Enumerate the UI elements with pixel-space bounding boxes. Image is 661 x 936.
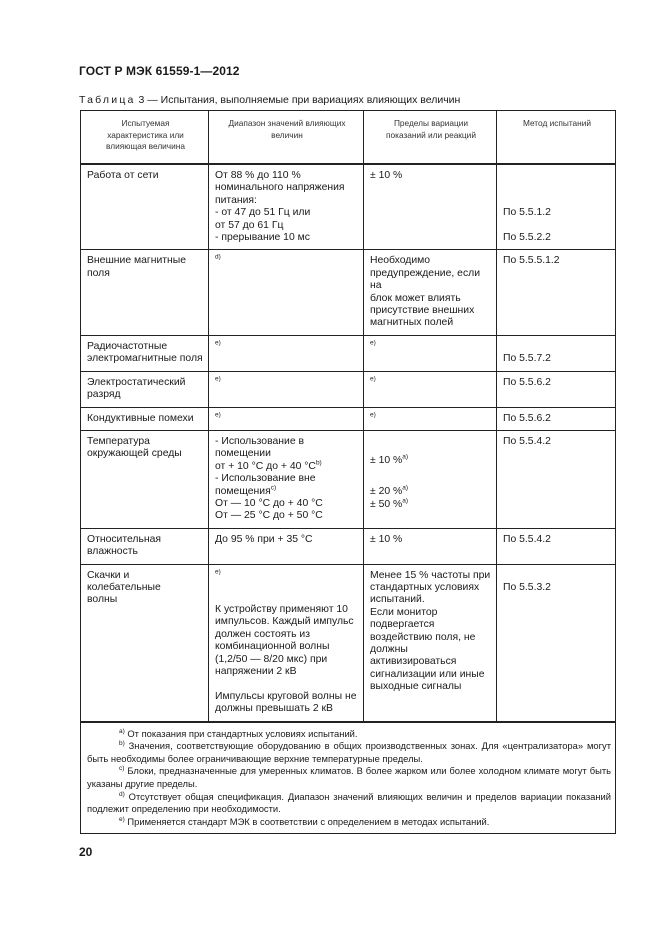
- cell-limits: ± 10 %: [364, 164, 497, 250]
- footnote-ref: a): [402, 453, 409, 461]
- footnote-text: Отсутствует общая спецификация. Диапазон значений влияющих величин и пределов вариации показаний подлежит определению при необходимости.: [87, 790, 611, 815]
- footnote-text: Блоки, предназначенные для умеренных климатов. В более жарком или более холодном климате могут быть указаны другие пределы.: [87, 765, 611, 789]
- table-caption-text: — Испытания, выполняемые при вариациях влияющих величин: [144, 94, 461, 106]
- cell-characteristic: Скачки и колебательные волны: [81, 564, 209, 722]
- cell-limits: ± 10 %: [364, 528, 497, 564]
- table-row: [81, 528, 616, 564]
- cell-characteristic: Относительная влажность: [81, 528, 209, 564]
- cell-range: [209, 250, 364, 335]
- cell-method: По 5.5.3.2: [497, 564, 616, 722]
- cell-limits: [364, 430, 497, 528]
- cell-limits: [364, 407, 497, 430]
- footnote-mark: e): [119, 815, 125, 823]
- footnote-mark: d): [119, 790, 125, 798]
- table-row: [81, 250, 616, 335]
- column-header-method: Метод испытаний: [497, 111, 616, 165]
- cell-range: До 95 % при + 35 °С: [209, 528, 364, 564]
- cell-limits: Менее 15 % частоты при стандартных условиях испытаний. Если монитор подвергается воздействию поля, не должны активизироваться сигнализации или иные выходные сигналы: [364, 564, 497, 722]
- table-header-row: [81, 111, 616, 165]
- limit-outdoor-1: ± 20 %: [370, 486, 403, 498]
- footnotes-cell: [81, 722, 616, 834]
- footnote-ref: a): [402, 484, 409, 492]
- footnote: [87, 791, 611, 816]
- table-row: [81, 430, 616, 528]
- footnote-text: От показания при стандартных условиях испытаний.: [124, 727, 358, 739]
- limit-indoor: ± 10 %: [370, 454, 403, 466]
- limit-outdoor-2: ± 50 %: [370, 498, 403, 510]
- footnote-ref: e): [370, 375, 376, 383]
- footnote-text: Значения, соответствующие оборудованию в общих производственных зонах. Для «централизатора» могут быть необходимы более ограничивающие верхние температурные пределы.: [87, 740, 611, 764]
- table-caption-number: 3: [138, 94, 145, 106]
- footnotes-row: [81, 722, 616, 834]
- footnote: [87, 740, 611, 765]
- footnote-ref: e): [215, 568, 221, 576]
- footnote: [87, 816, 611, 829]
- footnote-ref: a): [402, 497, 409, 505]
- footnote-text: Применяется стандарт МЭК в соответствии с определением в методах испытаний.: [124, 815, 490, 827]
- footnote-mark: a): [119, 727, 125, 735]
- cell-range: [209, 335, 364, 371]
- cell-characteristic: Температура окружающей среды: [81, 430, 209, 528]
- table-caption-label: Таблица: [79, 94, 136, 106]
- cell-limits: [364, 371, 497, 407]
- surge-range-text: К устройству применяют 10 импульсов. Каждый импульс должен состоять из комбинационной волны (1,2/50 — 8/20 мкс) при напряжении 2 кВ Импульсы круговой волны не должны превышать 2 кВ: [215, 603, 357, 715]
- cell-limits: Необходимо предупреждение, если на блок может влиять присутствие внешних магнитных полей: [364, 250, 497, 335]
- footnote-ref: d): [215, 253, 221, 261]
- table-caption: [79, 94, 460, 106]
- column-header-range: Диапазон значений влияющих величин: [209, 111, 364, 165]
- cell-method: По 5.5.1.2 По 5.5.2.2: [497, 164, 616, 250]
- column-header-characteristic: Испытуемая характеристика или влияющая величина: [81, 111, 209, 165]
- table-row: [81, 407, 616, 430]
- footnote-ref: e): [215, 411, 221, 419]
- cell-range: [209, 430, 364, 528]
- influence-tests-table: [80, 110, 616, 834]
- cell-method: По 5.5.6.2: [497, 371, 616, 407]
- cell-characteristic: Внешние магнитные поля: [81, 250, 209, 335]
- page-number: 20: [79, 845, 93, 859]
- cell-characteristic: Кондуктивные помехи: [81, 407, 209, 430]
- column-header-limits: Пределы вариации показаний или реакций: [364, 111, 497, 165]
- cell-characteristic: Работа от сети: [81, 164, 209, 250]
- footnote-ref: e): [215, 375, 221, 383]
- cell-characteristic: Радиочастотные электромагнитные поля: [81, 335, 209, 371]
- cell-range: [209, 407, 364, 430]
- cell-characteristic: Электростатический разряд: [81, 371, 209, 407]
- cell-range: [209, 371, 364, 407]
- cell-method: По 5.5.4.2: [497, 430, 616, 528]
- footnote-ref: b): [315, 459, 322, 467]
- range-outdoor-values: От — 10 °С до + 40 °С От — 25 °С до + 50 °С: [215, 497, 323, 522]
- cell-method: По 5.5.6.2: [497, 407, 616, 430]
- cell-range: [209, 564, 364, 722]
- table-row: [81, 564, 616, 722]
- range-indoor: - Использование в помещении от + 10 °С до + 40 °С: [215, 435, 316, 472]
- document-header: ГОСТ Р МЭК 61559-1—2012: [79, 64, 240, 78]
- footnote-ref: e): [370, 411, 376, 419]
- cell-method: По 5.5.4.2: [497, 528, 616, 564]
- cell-method: По 5.5.5.1.2: [497, 250, 616, 335]
- footnote-mark: c): [119, 765, 125, 773]
- range-outdoor: - Использование вне помещения: [215, 473, 316, 497]
- footnote-ref: c): [270, 484, 277, 492]
- footnote-ref: e): [370, 339, 376, 347]
- footnote-mark: b): [119, 740, 125, 748]
- cell-limits: [364, 335, 497, 371]
- table-row: [81, 371, 616, 407]
- footnote: [87, 765, 611, 790]
- cell-range: От 88 % до 110 % номинального напряжения питания: - от 47 до 51 Гц или от 57 до 61 Гц - прерывание 10 мс: [209, 164, 364, 250]
- table-row: [81, 164, 616, 250]
- footnote: [87, 728, 611, 741]
- footnote-ref: e): [215, 339, 221, 347]
- table-row: [81, 335, 616, 371]
- cell-method: По 5.5.7.2: [497, 335, 616, 371]
